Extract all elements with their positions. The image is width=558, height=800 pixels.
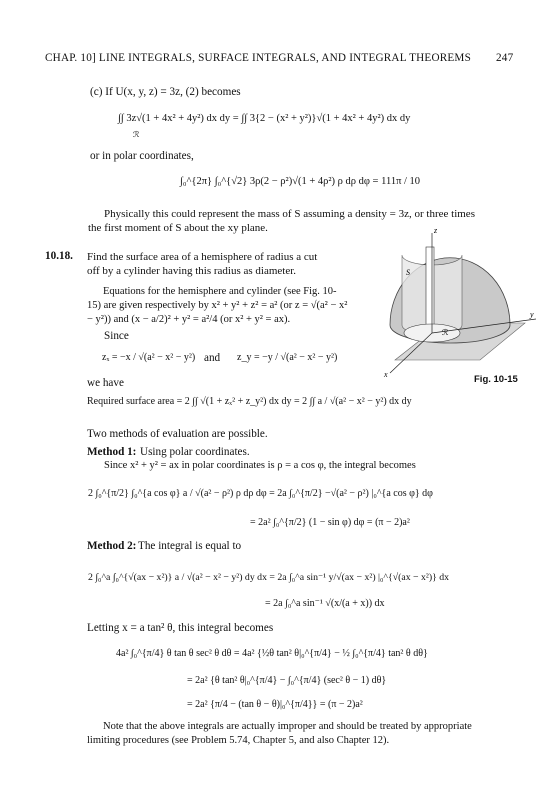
method-2-equation-1: 2 ∫₀^a ∫₀^{√(ax − x²)} a / √(a² − x² − y²) dy dx = 2a ∫₀^a sin⁻¹ y/√(ax − x²) |₀^{√(ax − x²)} dx (88, 572, 450, 583)
z-axis-label: z (434, 226, 438, 235)
method-2-title: Method 2: (87, 540, 137, 552)
required-area-equation: Required surface area = 2 ∫∫ √(1 + zₓ² + z_y²) dx dy = 2 ∫∫ a / √(a² − x² − y²) dx dy (87, 396, 412, 407)
substitution-text: Letting x = a tan² θ, this integral becomes (87, 622, 274, 634)
and-label: and (204, 352, 221, 364)
x-axis-label: x (384, 370, 388, 379)
problem-number: 10.18. (45, 250, 73, 262)
problem-statement: Find the surface area of a hemisphere of radius a cut off by a cylinder having this radius as diameter. (87, 251, 318, 277)
running-header: CHAP. 10] LINE INTEGRALS, SURFACE INTEGRALS, AND INTEGRAL THEOREMS (45, 52, 471, 64)
figure-caption: Fig. 10-15 (474, 374, 518, 385)
since-label: Since (104, 330, 129, 342)
method-1-equation-1: 2 ∫₀^{π/2} ∫₀^{a cos φ} a / √(a² − ρ²) ρ dρ dφ = 2a ∫₀^{π/2} −√(a² − ρ²) |₀^{a cos φ} dφ (88, 488, 433, 499)
method-2-equation-5: = 2a² {π/4 − (tan θ − θ)|₀^{π/4}} = (π − 2)a² (187, 699, 363, 710)
polar-intro: or in polar coordinates, (90, 150, 194, 162)
two-methods-text: Two methods of evaluation are possible. (87, 428, 268, 440)
equations-text: Equations for the hemisphere and cylinder (see Fig. 10-15) are given respectively by x² + y² + z² = a² (or z = √(a² − x² − y²)) and (x − a/2)² + y² = a²/4 (or x² + y² = ax). (87, 286, 348, 325)
zy-equation: z_y = −y / √(a² − x² − y²) (237, 352, 338, 363)
region-label-1: ℛ (133, 130, 140, 139)
we-have-label: we have (87, 377, 124, 389)
method-2-equation-3: 4a² ∫₀^{π/4} θ tan θ sec² θ dθ = 4a² {½θ tan² θ|₀^{π/4} − ½ ∫₀^{π/4} tan² θ dθ} (116, 648, 428, 659)
method-2-equation-2: = 2a ∫₀^a sin⁻¹ √(x/(a + x)) dx (265, 598, 385, 609)
method-1-equation-2: = 2a² ∫₀^{π/2} (1 − sin φ) dφ = (π − 2)a² (250, 517, 410, 528)
method-1-title: Method 1: (87, 446, 137, 458)
method-1-text: Using polar coordinates. (140, 446, 250, 458)
method-2-text: The integral is equal to (138, 540, 242, 552)
part-c-equation-2: ∫₀^{2π} ∫₀^{√2} 3ρ(2 − ρ²)√(1 + 4ρ²) ρ dρ dφ = 111π / 10 (180, 176, 421, 187)
region-label-r: ℛ (442, 328, 449, 337)
figure-10-15 (350, 225, 540, 383)
surface-label-s: S (406, 268, 410, 277)
physical-interpretation: Physically this could represent the mass of S assuming a density = 3z, or three times the first moment of S about the xy plane. (88, 208, 475, 234)
method-2-equation-4: = 2a² {θ tan² θ|₀^{π/4} − ∫₀^{π/4} (sec² θ − 1) dθ} (187, 675, 387, 686)
page-number: 247 (496, 52, 514, 64)
improper-integral-note: Note that the above integrals are actually improper and should be treated by appropriate limiting procedures (see Problem 5.74, Chapter 5, and also Chapter 12). (87, 721, 472, 746)
cylinder-strip (426, 247, 434, 337)
method-1-since: Since x² + y² = ax in polar coordinates is ρ = a cos φ, the integral becomes (104, 460, 416, 471)
part-c-equation-1: ∫∫ 3z√(1 + 4x² + 4y²) dx dy = ∫∫ 3{2 − (x² + y²)}√(1 + 4x² + 4y²) dx dy (118, 113, 411, 124)
zx-equation: zₓ = −x / √(a² − x² − y²) (102, 352, 196, 363)
y-axis-label: y (530, 310, 534, 319)
part-c-intro: (c) If U(x, y, z) = 3z, (2) becomes (90, 86, 241, 98)
